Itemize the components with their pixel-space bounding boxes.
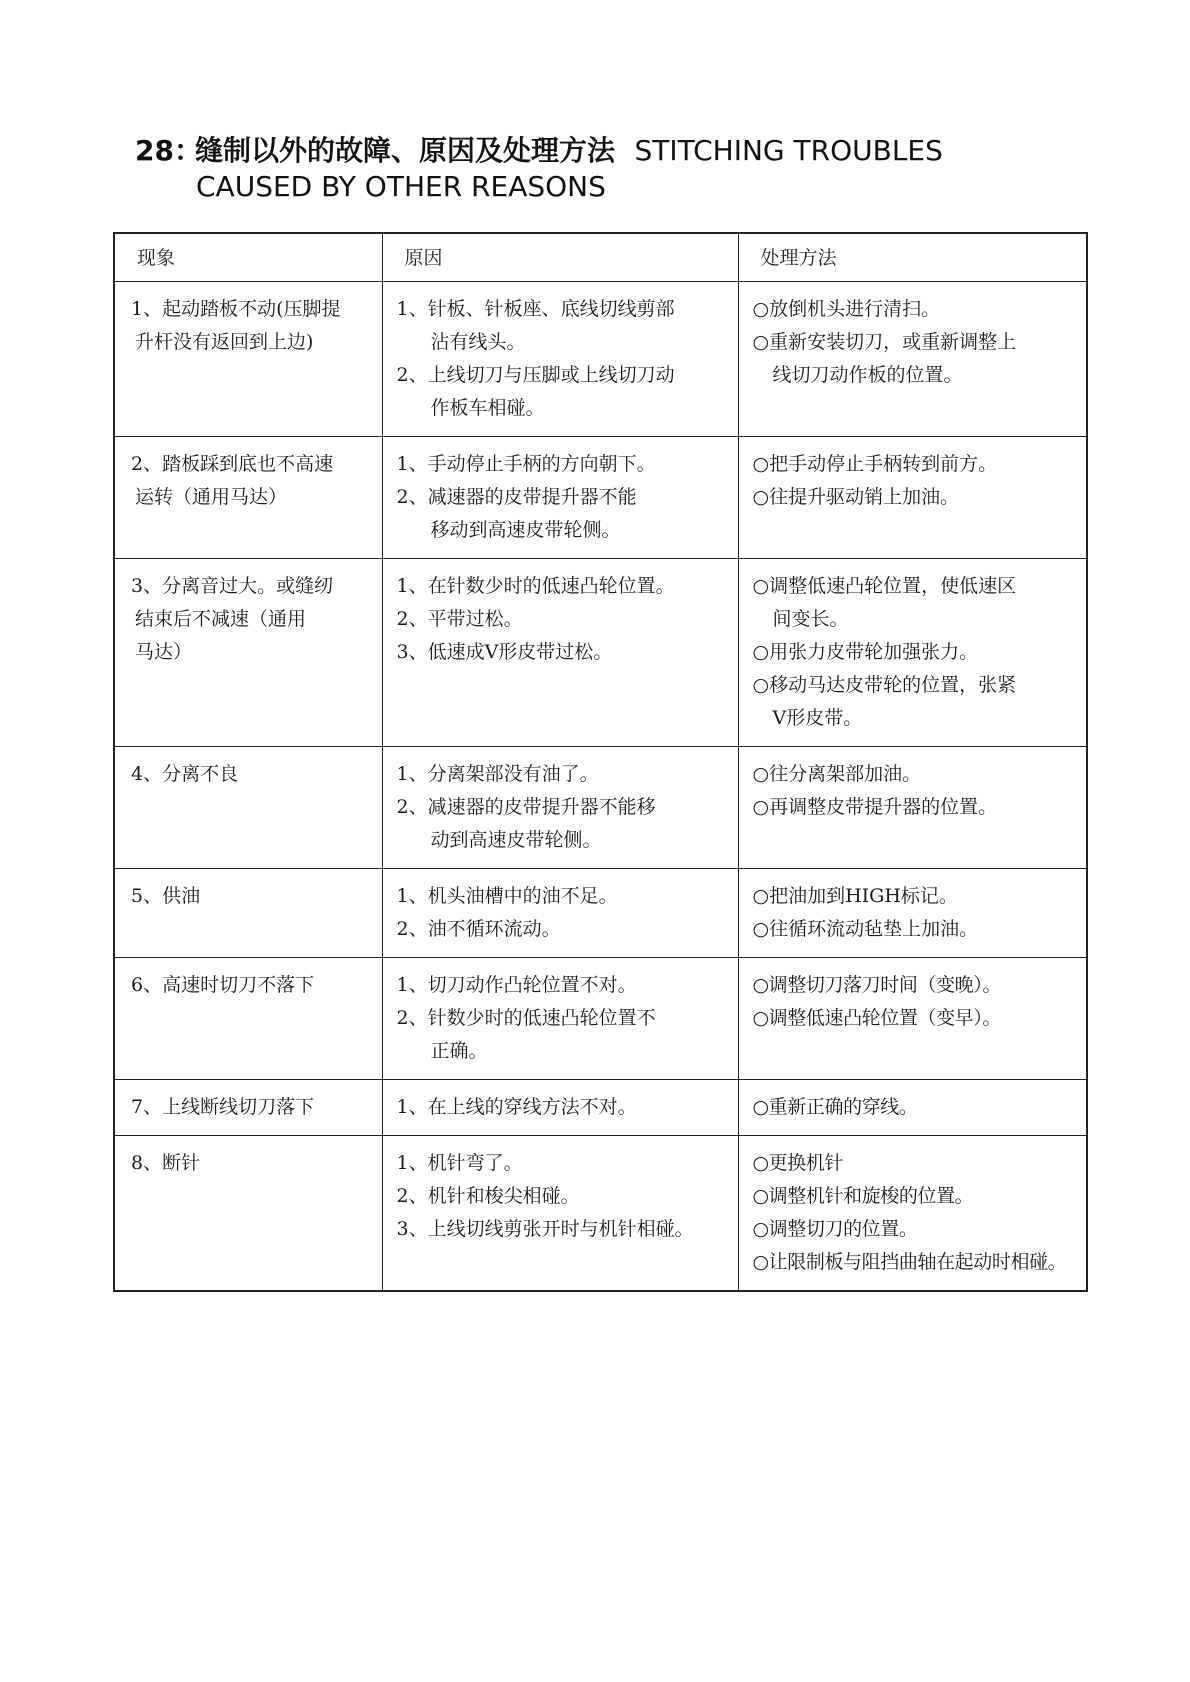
solution-line: ○重新正确的穿线。 bbox=[752, 1095, 918, 1118]
cause-line: 作板车相碰。 bbox=[430, 396, 545, 419]
cell-symptom bbox=[114, 957, 382, 1079]
solution-line: 间变长。 bbox=[772, 607, 849, 630]
symptom-line: 4、分离不良 bbox=[131, 762, 239, 785]
cause-line: 动到高速皮带轮侧。 bbox=[430, 828, 602, 851]
cause-line: 2、减速器的皮带提升器不能 bbox=[396, 485, 637, 508]
cause-line: 1、针板、针板座、底线切线剪部 bbox=[396, 297, 675, 320]
symptom-line: 1、起动踏板不动(压脚提 bbox=[131, 297, 341, 320]
cause-line: 3、低速成V形皮带过松。 bbox=[396, 640, 613, 663]
solution-line: ○再调整皮带提升器的位置。 bbox=[752, 795, 998, 818]
symptom-line: 3、分离音过大。或缝纫 bbox=[131, 574, 334, 597]
section-title-en-1: STITCHING TROUBLES bbox=[634, 134, 943, 167]
cause-line: 2、油不循环流动。 bbox=[396, 917, 561, 940]
solution-line: ○往分离架部加油。 bbox=[752, 762, 922, 785]
cell-solution bbox=[738, 436, 1087, 558]
cell-solution bbox=[738, 558, 1087, 746]
cell-solution bbox=[738, 1079, 1087, 1135]
section-number: 28： bbox=[135, 134, 202, 167]
cell-solution bbox=[738, 281, 1087, 436]
cell-cause bbox=[382, 436, 738, 558]
solution-line: ○让限制板与阻挡曲轴在起动时相碰。 bbox=[752, 1250, 1067, 1273]
cell-symptom bbox=[114, 436, 382, 558]
table-row bbox=[114, 1135, 1087, 1291]
section-title-zh: 缝制以外的故障、原因及处理方法 bbox=[195, 134, 616, 167]
cell-solution bbox=[738, 1135, 1087, 1291]
symptom-line: 马达） bbox=[135, 640, 193, 663]
cell-symptom bbox=[114, 868, 382, 957]
cause-line: 沾有线头。 bbox=[430, 330, 526, 353]
solution-line: ○调整切刀落刀时间（变晚）。 bbox=[752, 973, 1001, 996]
cell-solution bbox=[738, 868, 1087, 957]
cell-cause bbox=[382, 558, 738, 746]
table-row bbox=[114, 558, 1087, 746]
symptom-line: 8、断针 bbox=[131, 1151, 201, 1174]
cell-solution bbox=[738, 957, 1087, 1079]
symptom-line: 运转（通用马达） bbox=[135, 485, 288, 508]
solution-line: ○调整机针和旋梭的位置。 bbox=[752, 1184, 974, 1207]
solution-line: ○更换机针 bbox=[752, 1151, 844, 1174]
cause-line: 1、在针数少时的低速凸轮位置。 bbox=[396, 574, 675, 597]
cause-line: 1、机头油槽中的油不足。 bbox=[396, 884, 618, 907]
solution-line: ○调整切刀的位置。 bbox=[752, 1217, 918, 1240]
table-row bbox=[114, 1079, 1087, 1135]
solution-line: ○调整低速凸轮位置（变早）。 bbox=[752, 1006, 1001, 1029]
cell-symptom bbox=[114, 746, 382, 868]
solution-line: ○用张力皮带轮加强张力。 bbox=[752, 640, 979, 663]
cell-symptom bbox=[114, 1135, 382, 1291]
symptom-line: 5、供油 bbox=[131, 884, 201, 907]
table-row bbox=[114, 746, 1087, 868]
cause-line: 2、减速器的皮带提升器不能移 bbox=[396, 795, 656, 818]
table-row bbox=[114, 436, 1087, 558]
solution-line: ○重新安装切刀，或重新调整上 bbox=[752, 330, 1017, 353]
cell-cause bbox=[382, 957, 738, 1079]
section-title-en-2: CAUSED BY OTHER REASONS bbox=[196, 170, 606, 203]
cause-line: 2、针数少时的低速凸轮位置不 bbox=[396, 1006, 656, 1029]
header-solution: 处理方法 bbox=[738, 233, 1087, 281]
cause-line: 2、机针和梭尖相碰。 bbox=[396, 1184, 580, 1207]
cell-cause bbox=[382, 746, 738, 868]
troubleshooting-table bbox=[113, 232, 1088, 1292]
table-body bbox=[114, 281, 1087, 1291]
symptom-line: 6、高速时切刀不落下 bbox=[131, 973, 315, 996]
symptom-line: 结束后不减速（通用 bbox=[135, 607, 307, 630]
cause-line: 1、机针弯了。 bbox=[396, 1151, 523, 1174]
cause-line: 1、手动停止手柄的方向朝下。 bbox=[396, 452, 656, 475]
table-row bbox=[114, 957, 1087, 1079]
header-cause: 原因 bbox=[382, 233, 738, 281]
cell-symptom bbox=[114, 281, 382, 436]
cell-cause bbox=[382, 868, 738, 957]
solution-line: 线切刀动作板的位置。 bbox=[772, 363, 963, 386]
solution-line: ○放倒机头进行清扫。 bbox=[752, 297, 941, 320]
symptom-line: 2、踏板踩到底也不高速 bbox=[131, 452, 334, 475]
cause-line: 2、上线切刀与压脚或上线切刀动 bbox=[396, 363, 675, 386]
cause-line: 移动到高速皮带轮侧。 bbox=[430, 518, 621, 541]
cell-solution bbox=[738, 746, 1087, 868]
cause-line: 正确。 bbox=[430, 1039, 488, 1062]
cell-cause bbox=[382, 281, 738, 436]
symptom-line: 升杆没有返回到上边) bbox=[135, 330, 314, 353]
solution-line: ○往提升驱动销上加油。 bbox=[752, 485, 960, 508]
cause-line: 1、在上线的穿线方法不对。 bbox=[396, 1095, 637, 1118]
cell-symptom bbox=[114, 558, 382, 746]
solution-line: ○把手动停止手柄转到前方。 bbox=[752, 452, 998, 475]
solution-line: ○移动马达皮带轮的位置，张紧 bbox=[752, 673, 1017, 696]
section-heading bbox=[135, 133, 1095, 205]
solution-line: ○调整低速凸轮位置，使低速区 bbox=[752, 574, 1017, 597]
header-symptom: 现象 bbox=[114, 233, 382, 281]
cell-cause bbox=[382, 1079, 738, 1135]
symptom-line: 7、上线断线切刀落下 bbox=[131, 1095, 315, 1118]
cause-line: 1、切刀动作凸轮位置不对。 bbox=[396, 973, 637, 996]
table-row bbox=[114, 868, 1087, 957]
solution-line: ○把油加到HIGH标记。 bbox=[752, 884, 958, 907]
table-row bbox=[114, 281, 1087, 436]
table-header-row bbox=[114, 233, 1087, 281]
solution-line: V形皮带。 bbox=[772, 706, 863, 729]
solution-line: ○往循环流动毡垫上加油。 bbox=[752, 917, 979, 940]
cell-cause bbox=[382, 1135, 738, 1291]
cause-line: 2、平带过松。 bbox=[396, 607, 523, 630]
cell-symptom bbox=[114, 1079, 382, 1135]
cause-line: 3、上线切线剪张开时与机针相碰。 bbox=[396, 1217, 694, 1240]
cause-line: 1、分离架部没有油了。 bbox=[396, 762, 599, 785]
